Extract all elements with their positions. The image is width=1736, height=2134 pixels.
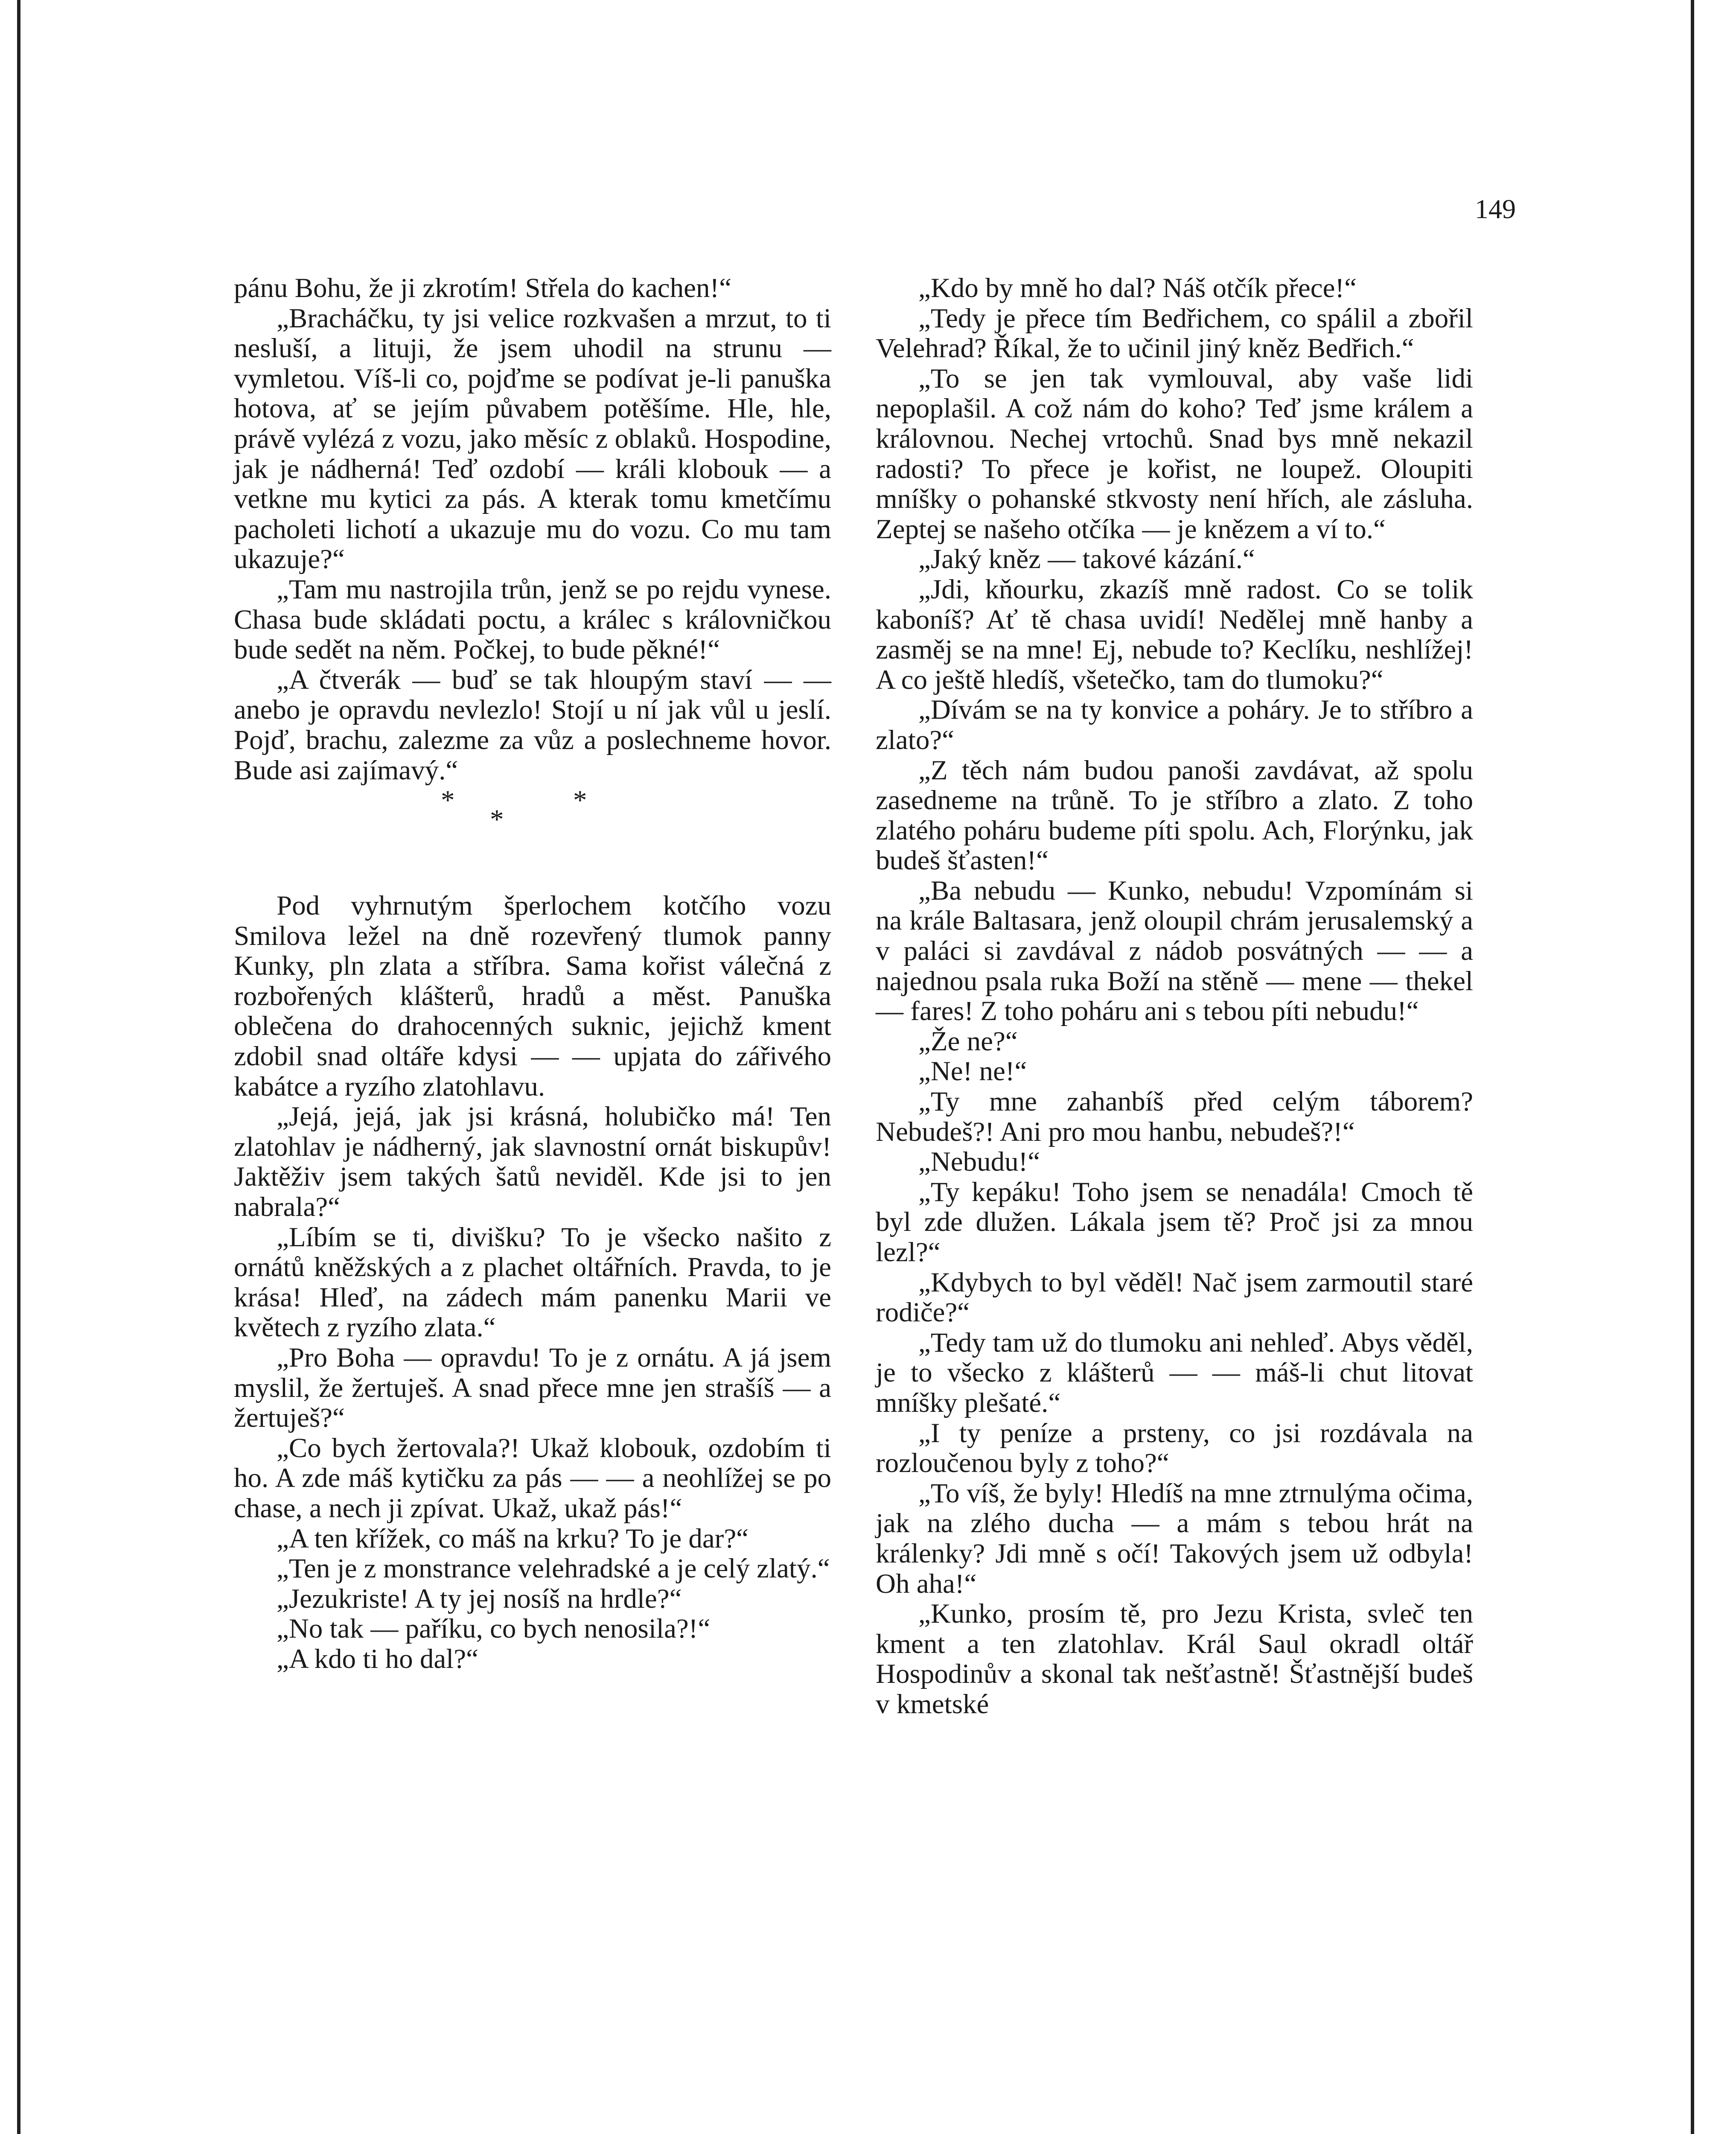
paragraph: „Jejá, jejá, jak jsi krásná, holubičko má! Ten zlatohlav je nádherný, jak slavnostní ornát biskupův! Jaktěživ jsem takých šatů neviděl. Kde jsi to jen nabrala?“	[234, 1101, 831, 1223]
page-number: 149	[1475, 194, 1516, 224]
paragraph: „Že ne?“	[918, 1026, 1018, 1057]
paragraph: „Co bych žertovala?! Ukaž klobouk, ozdobím ti ho. A zde máš kytičku za pás — — a neohlížej se po chase, a nech ji zpívat. Ukaž, ukaž pás!“	[234, 1432, 831, 1524]
paragraph: „Ba nebudu — Kunko, nebudu! Vzpomínám si na krále Baltasara, jenž oloupil chrám jerusalemský a v paláci si zavdával z nádob posvátných — — a najednou psala ruka Boží na stěně — mene — thekel — fares! Z toho poháru ani s tebou píti nebudu!“	[876, 875, 1473, 1027]
paragraph: „Bracháčku, ty jsi velice rozkvašen a mrzut, to ti nesluší, a lituji, že jsem uhodil na strunu — vymletou. Víš-li co, pojďme se podívat je-li panuška hotova, ať se jejím půvabem potěšíme. Hle, hle, právě vylézá z vozu, jako měsíc z oblaků. Hospodine, jak je nádherná! Teď ozdobí — králi klobouk — a vetkne mu kytici za pás. A kterak tomu kmetčímu pacholeti lichotí a ukazuje mu do vozu. Co mu tam ukazuje?“	[234, 303, 831, 575]
paragraph: „A čtverák — buď se tak hloupým staví — — anebo je opravdu nevlezlo! Stojí u ní jak vůl u jeslí. Pojď, brachu, zalezme za vůz a poslechneme hovor. Bude asi zajímavý.“	[234, 664, 831, 786]
paragraph: „Jdi, kňourku, zkazíš mně radost. Co se tolik kaboníš? Ať tě chasa uvidí! Nedělej mně hanby a zasměj se na mne! Ej, nebude to? Keclíku, neshlížej! A co ještě hledíš, všetečko, tam do tlumoku?“	[876, 574, 1473, 695]
paragraph: „A ten křížek, co máš na krku? To je dar?“	[277, 1523, 749, 1554]
paragraph: „No tak — paříku, co bych nenosila?!“	[277, 1613, 711, 1644]
paragraph: „Nebudu!“	[918, 1146, 1040, 1178]
paragraph: „Tedy tam už do tlumoku ani nehleď. Abys věděl, je to všecko z klášterů — — máš-li chut litovat mníšky plešaté.“	[876, 1327, 1473, 1418]
paragraph: „Kdybych to byl věděl! Nač jsem zarmoutil staré rodiče?“	[876, 1267, 1473, 1328]
section-gap	[234, 845, 831, 891]
paragraph: „To víš, že byly! Hledíš na mne ztrnulýma očima, jak na zlého ducha — a mám s tebou hrát na králenky? Jdi mně s očí! Takových jsem už odbyla! Oh aha!“	[876, 1478, 1473, 1599]
paragraph: „A kdo ti ho dal?“	[277, 1643, 478, 1674]
asterism-star: *	[441, 785, 455, 816]
paragraph: „Kdo by mně ho dal? Náš otčík přece!“	[918, 273, 1357, 303]
paragraph: „Ten je z monstrance velehradské a je celý zlatý.“	[277, 1553, 830, 1584]
asterism-star: *	[490, 804, 504, 835]
paragraph: „I ty peníze a prsteny, co jsi rozdávala na rozloučenou byly z toho?“	[876, 1417, 1473, 1479]
section-break-asterism	[234, 785, 831, 845]
paragraph: „Z těch nám budou panoši zavdávat, až spolu zasedneme na trůně. To je stříbro a zlato. Z toho zlatého poháru budeme píti spolu. Ach, Florýnku, jak budeš šťasten!“	[876, 755, 1473, 876]
paragraph: „Dívám se na ty konvice a poháry. Je to stříbro a zlato?“	[876, 694, 1473, 755]
paragraph: Pod vyhrnutým šperlochem kotčího vozu Smilova ležel na dně rozevřený tlumok panny Kunky, pln zlata a stříbra. Sama kořist válečná z rozbořených klášterů, hradů a měst. Panuška oblečena do drahocenných suknic, jejichž kment zdobil snad oltáře kdysi — — upjata do zářivého kabátce a ryzího zlatohlavu.	[234, 890, 831, 1102]
paragraph: pánu Bohu, že ji zkrotím! Střela do kachen!“	[234, 273, 732, 303]
asterism-star: *	[573, 785, 587, 816]
paragraph: „Tam mu nastrojila trůn, jenž se po rejdu vynese. Chasa bude skládati poctu, a králec s královničkou bude sedět na něm. Počkej, to bude pěkné!“	[234, 574, 831, 665]
paragraph: „Tedy je přece tím Bedřichem, co spálil a zbořil Velehrad? Říkal, že to učinil jiný kněz Bedřich.“	[876, 303, 1473, 364]
paragraph: „Jezukriste! A ty jej nosíš na hrdle?“	[277, 1583, 682, 1614]
paragraph: „To se jen tak vymlouval, aby vaše lidi nepoplašil. A což nám do koho? Teď jsme králem a královnou. Nechej vrtochů. Snad bys mně nekazil radosti? To přece je kořist, ne loupež. Oloupiti mníšky o pohanské stkvosty není hřích, ale zásluha. Zeptej se našeho otčíka — je knězem a ví to.“	[876, 363, 1473, 545]
paragraph: „Jaký kněz — takové kázání.“	[918, 544, 1255, 575]
paragraph: „Ty kepáku! Toho jsem se nenadála! Cmoch tě byl zde dlužen. Lákala jsem tě? Proč jsi za mnou lezl?“	[876, 1176, 1473, 1268]
paragraph: „Ty mne zahanbíš před celým táborem? Nebudeš?! Ani pro mou hanbu, nebudeš?!“	[876, 1086, 1473, 1147]
right-column	[876, 273, 1473, 1720]
paragraph: „Kunko, prosím tě, pro Jezu Krista, svleč ten kment a ten zlatohlav. Král Saul okradl oltář Hospodinův a skonal tak nešťastně! Šťastnější budeš v kmetské	[876, 1598, 1473, 1720]
left-column	[234, 273, 831, 1674]
paragraph: „Líbím se ti, divišku? To je všecko našito z ornátů kněžských a z plachet oltářních. Pravda, to je krása! Hleď, na zádech mám panenku Marii ve květech z ryzího zlata.“	[234, 1222, 831, 1343]
paragraph: „Pro Boha — opravdu! To je z ornátu. A já jsem myslil, že žertuješ. A snad přece mne jen strašíš — a žertuješ?“	[234, 1342, 831, 1434]
paragraph: „Ne! ne!“	[918, 1056, 1027, 1087]
